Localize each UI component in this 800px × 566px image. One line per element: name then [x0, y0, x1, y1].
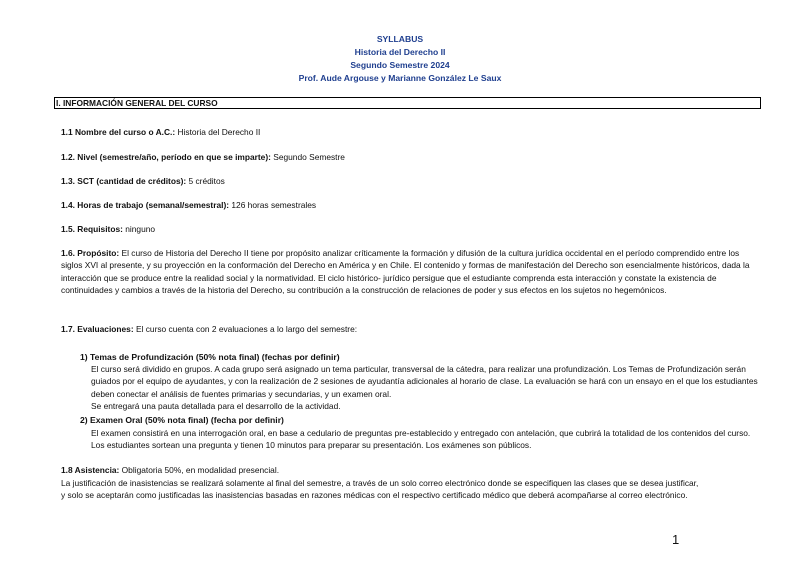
attendance-text: La justificación de inasistencias se realizará solamente al final del semestre, a través de un solo correo electrónico donde se especifiquen las clases que se desea justificar, y solo se aceptarán como justificadas las inasistencias basadas en razones médicas con el respectivo certificado médico que deberá acompañarse al correo electrónico.	[61, 478, 699, 501]
purpose-text: El curso de Historia del Derecho II tiene por propósito analizar críticamente la formación y difusión de la cultura jurídica occidental en el período comprendido entre los siglos XVI al presente, y su proyección en la conformación del Derecho en América y en Chile. El contenido y formas de manifestación del Derecho son esencialmente históricos, dada la interacción que se produce entre la realidad social y la normatividad. El ciclo histórico- jurídico persigue que el estudiante comprenda esta interacción y constate la existencia de continuidades y cambios a través de la historia del Derecho, su contribución a la construcción de relaciones de poder y sus efectos en los sujetos no hegemónicos.	[61, 248, 750, 295]
evaluation-1-body	[91, 363, 761, 413]
section-title: I. INFORMACIÓN GENERAL DEL CURSO	[54, 97, 761, 109]
attendance-value: Obligatoria 50%, en modalidad presencial.	[119, 465, 280, 475]
evaluation-1-text: El curso será dividido en grupos. A cada grupo será asignado un tema particular, transversal de la cátedra, para realizar una profundización. Los Temas de Profundización serán guiados por el equipo de ayudantes, y con la realización de 2 sesiones de ayudantía adicionales al horario de clase. La evaluación se hará con un ensayo en el que los estudiantes deben conectar el análisis de fuentes primarias y secundarias, y un examen oral.	[91, 364, 758, 399]
requirements-label: 1.5. Requisitos:	[61, 224, 123, 234]
page-number: 1	[672, 532, 680, 547]
course-name-label: 1.1 Nombre del curso o A.C.:	[61, 127, 176, 137]
hours-value: 126 horas semestrales	[229, 200, 317, 210]
evaluation-1-title: 1) Temas de Profundización (50% nota final) (fechas por definir)	[80, 352, 340, 362]
course-name-value: Historia del Derecho II	[175, 127, 261, 137]
item-requirements	[61, 223, 155, 235]
evaluations-label: 1.7. Evaluaciones:	[61, 324, 134, 334]
item-credits	[61, 175, 225, 187]
professors-heading: Prof. Aude Argouse y Marianne González Le Saux	[298, 73, 502, 83]
evaluation-1-note: Se entregará una pauta detallada para el desarrollo de la actividad.	[91, 401, 341, 412]
hours-label: 1.4. Horas de trabajo (semanal/semestral):	[61, 200, 230, 210]
credits-value: 5 créditos	[186, 176, 225, 186]
item-purpose	[61, 247, 761, 296]
item-course-name	[61, 126, 260, 138]
evaluations-value: El curso cuenta con 2 evaluaciones a lo largo del semestre:	[133, 324, 358, 334]
evaluation-2-text: El examen consistirá en una interrogación oral, en base a cedulario de preguntas pre-establecido y entregado con antelación, que cubrirá la totalidad de los contenidos del curso. Los estudiantes sortean una pregunta y tienen 10 minutos para preparar su presentación. Los exámenes son públicos.	[91, 428, 751, 451]
credits-label: 1.3. SCT (cantidad de créditos):	[61, 176, 187, 186]
item-hours	[61, 199, 316, 211]
level-label: 1.2. Nivel (semestre/año, período en que se imparte):	[61, 152, 271, 162]
evaluation-2-title: 2) Examen Oral (50% nota final) (fecha por definir)	[80, 415, 284, 425]
course-name-heading: Historia del Derecho II	[354, 47, 446, 57]
item-evaluations	[61, 323, 357, 335]
item-level	[61, 151, 345, 163]
semester-heading: Segundo Semestre 2024	[350, 60, 450, 70]
item-attendance	[61, 464, 279, 476]
doc-title: SYLLABUS	[376, 34, 424, 44]
attendance-label: 1.8 Asistencia:	[61, 465, 120, 475]
purpose-label: 1.6. Propósito:	[61, 248, 120, 258]
level-value: Segundo Semestre	[270, 152, 345, 162]
requirements-value: ninguno	[122, 224, 156, 234]
